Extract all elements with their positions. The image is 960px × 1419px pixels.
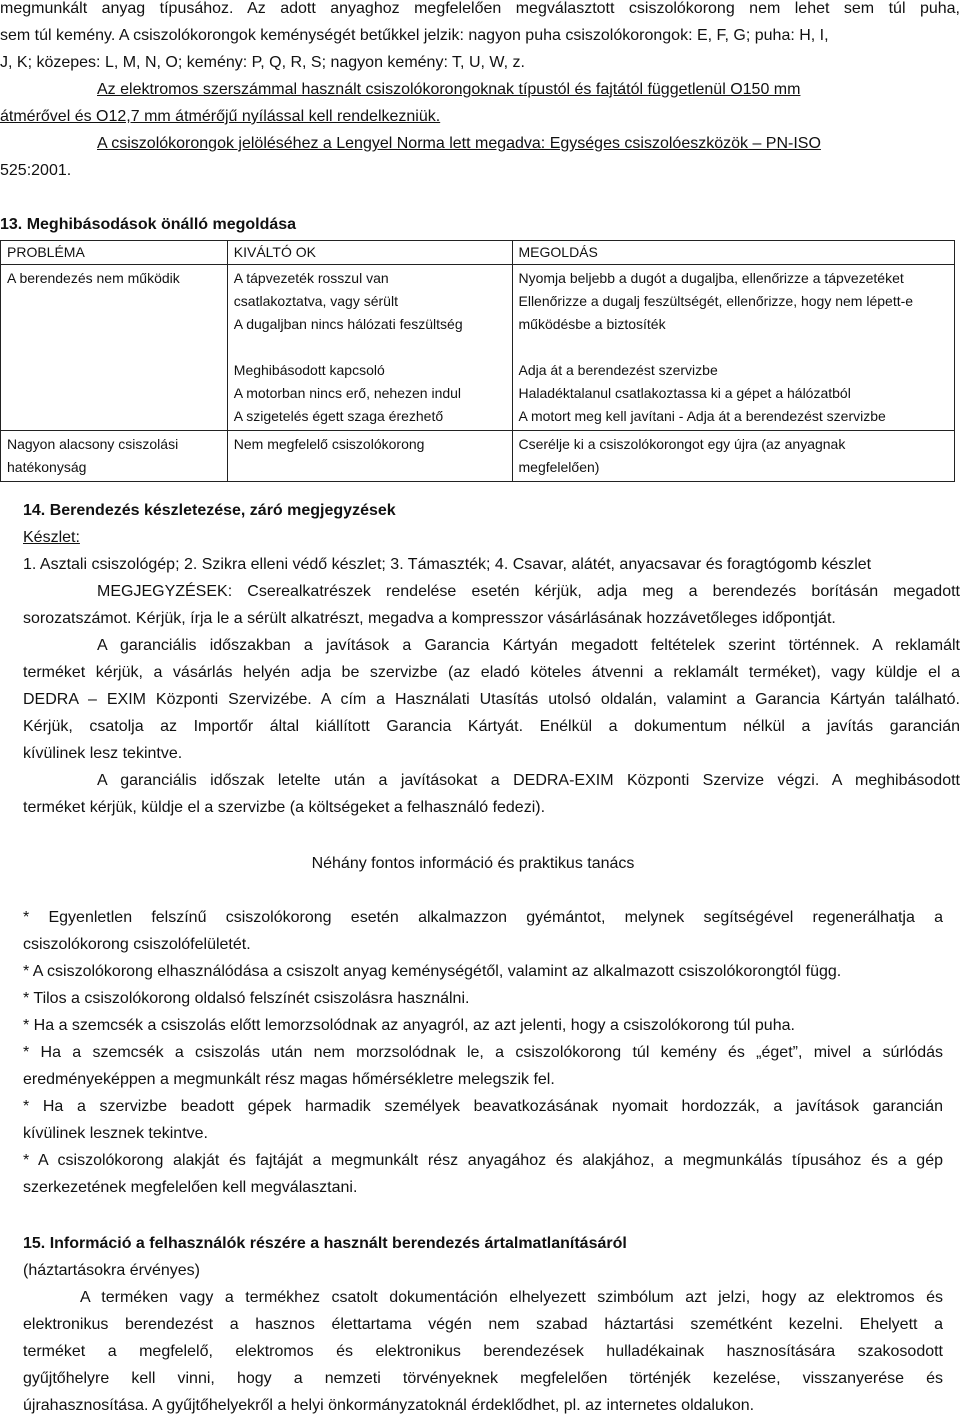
table-header-row	[1, 241, 955, 265]
solution-cell	[512, 265, 955, 431]
text-line: Kérjük, csatolja az Importőr által kiállított Garancia Kártyát. Enélkül a dokumentum nélkül a javítás garancián	[23, 718, 960, 735]
tip-line: szerkezetének megfelelően kell megválasztani.	[23, 1179, 358, 1196]
text-line: elektronikus berendezést a hasznos élettartama végén nem szabad háztartási szemétként kezelni. Ehelyett a	[23, 1316, 943, 1333]
tip-line: * A csiszolókorong alakját és fajtáját a megmunkált rész anyagához és alakjához, a megmunkálás típusához és a gép	[23, 1152, 943, 1169]
tips-heading: Néhány fontos információ és praktikus tanács	[311, 855, 635, 872]
norm-note	[0, 130, 960, 184]
table-row	[1, 265, 955, 431]
text-line: újrahasznosítása. A gyűjtőhelyekről a helyi önkormányzatoknál érdeklődhet, pl. az internetes oldalukon.	[23, 1397, 755, 1414]
text-line	[0, 130, 960, 157]
cell-line: megfelelően)	[518, 459, 600, 475]
problem-cell	[1, 265, 228, 431]
text-line: gyűjtőhelyre kell vinni, hogy a nemzeti törvényeknek megfelelően történjék kezelése, visszanyerése és	[23, 1370, 943, 1387]
tip-line: * Ha a szemcsék a csiszolás előtt lemorzsolódnak az anyagról, az azt jelenti, hogy a csiszolókorong túl puha.	[23, 1017, 795, 1034]
text-line: A garanciális időszakban a javítások a Garancia Kártyán megadott feltételek szerint történnek. A reklamált	[97, 637, 960, 654]
tip-line: * Ha a szemcsék a csiszolás után nem morzsolódnak le, a csiszolókorong túl kemény és „éget”, mivel a súrlódás	[23, 1044, 943, 1061]
text-line: J, K; közepes: L, M, N, O; kemény: P, Q, R, S; nagyon kemény: T, U, W, z.	[0, 54, 525, 71]
cell-line: Nem megfelelő csiszolókorong	[233, 436, 425, 452]
text-line: terméket a megfelelő, elektromos és elektronikus berendezések hulladékainak hasznosítására szakosodott	[23, 1343, 943, 1360]
norm-text: A csiszolókorongok jelöléséhez a Lengyel Norma lett megadva: Egységes csiszolóeszközök – PN-ISO	[97, 135, 821, 152]
intro-paragraph	[0, 0, 960, 76]
section-14	[23, 497, 960, 821]
kit-list: 1. Asztali csiszológép; 2. Szikra elleni védő készlet; 3. Támaszték; 4. Csavar, alátét, anyacsavar és foragtógomb készlet	[23, 556, 872, 573]
text-line: A garanciális időszak letelte után a javításokat a DEDRA-EXIM Központi Szervize végzi. A meghibásodott	[97, 772, 960, 789]
cell-line: A motorban nincs erő, nehezen indul	[233, 385, 462, 401]
cell-line: Adja át a berendezést szervizbe	[518, 362, 718, 378]
cell-line: A szigetelés égett szaga érezhető	[233, 408, 444, 424]
section-15-subtitle: (háztartásokra érvényes)	[23, 1262, 200, 1279]
cell-line: Meghibásodott kapcsoló	[233, 362, 385, 378]
text-line: terméket kérjük, küldje el a szervizbe (a költségeket a felhasználó fedezi).	[23, 799, 546, 816]
cell-line: Nagyon alacsony csiszolási	[7, 436, 179, 452]
text-line: Az elektromos szerszámmal használt csiszolókorongoknak típustól és fajtától függetlenül O150 mm	[97, 81, 801, 98]
cell-line: működésbe a biztosíték	[518, 316, 666, 332]
text-line: MEGJEGYZÉSEK: Cserealkatrészek rendelése esetén kérjük, adja meg a berendezés borításán megadott	[97, 583, 960, 600]
cause-cell	[227, 265, 512, 431]
text-line: sem túl kemény. A csiszolókorongok keménységét betűkkel jelzik: nagyon puha csiszolókorongok: E, F, G; puha: H, I,	[0, 27, 829, 44]
tip-line: kívülinek lesznek tekintve.	[23, 1125, 208, 1142]
tip-line: * Tilos a csiszolókorong oldalsó felszínét csiszolásra használni.	[23, 990, 470, 1007]
cause-cell	[227, 431, 512, 482]
cell-line: A motort meg kell javítani - Adja át a berendezést szervizbe	[518, 408, 886, 424]
tips-list	[23, 904, 943, 1201]
cell-line: Cserélje ki a csiszolókorongot egy újra (az anyagnak	[518, 436, 846, 452]
dimension-note	[0, 76, 960, 130]
header-cause: KIVÁLTÓ OK	[227, 241, 512, 265]
text-line: DEDRA – EXIM Központi Szervizébe. A cím a Használati Utasítás utolsó oldalán, valamint a Garancia Kártyán található.	[23, 691, 960, 708]
tip-line: csiszolókorong csiszolófelületét.	[23, 936, 251, 953]
cell-line: hatékonyság	[7, 459, 87, 475]
cell-line: csatlakoztatva, vagy sérült	[233, 293, 398, 309]
tip-line: * Ha a szervizbe beadott gépek harmadik személyek beavatkozásának nyomait hordozzák, a javítások garancián	[23, 1098, 943, 1115]
section-15-title: 15. Információ a felhasználók részére a használt berendezés ártalmatlanításáról	[23, 1235, 627, 1252]
tip-line: eredményeképpen a megmunkált rész magas hőmérsékletre melegszik fel.	[23, 1071, 555, 1088]
header-problem: PROBLÉMA	[1, 241, 228, 265]
cell-line: A tápvezeték rosszul van	[233, 270, 389, 286]
text-line: terméket kérjük, a vásárlás helyén adja be szervizbe (az eladó köteles átvenni a reklamált terméket), vagy küldje el a	[23, 664, 960, 681]
section-15	[23, 1230, 943, 1419]
text-line: sorozatszámot. Kérjük, írja le a sérült alkatrészt, megadva a kompresszor vásárlásának hozzávetőleges időpontját.	[23, 610, 836, 627]
solution-cell	[512, 431, 955, 482]
text-line: 525:2001.	[0, 162, 72, 179]
kit-label: Készlet:	[23, 529, 80, 546]
cell-spacer	[234, 336, 506, 359]
text-line: megmunkált anyag típusához. Az adott anyaghoz megfelelően megválasztott csiszolókorong nem lehet sem túl puha,	[0, 0, 960, 17]
problem-cell	[1, 431, 228, 482]
cell-spacer	[519, 336, 949, 359]
text-line: átmérővel és O12,7 mm átmérőjű nyílással kell rendelkezniük.	[0, 108, 441, 125]
section-13-title: 13. Meghibásodások önálló megoldása	[0, 216, 297, 233]
tip-line: * A csiszolókorong elhasználódása a csiszolt anyag keménységétől, valamint az alkalmazott csiszolókorongtól függ.	[23, 963, 842, 980]
cell-line: A dugaljban nincs hálózati feszültség	[233, 316, 463, 332]
cell-line: A berendezés nem működik	[7, 270, 180, 286]
tip-line: * Egyenletlen felszínű csiszolókorong esetén alkalmazzon gyémántot, melynek segítségével regenerálhatja a	[23, 909, 943, 926]
text-line: kívülinek lesz tekintve.	[23, 745, 183, 762]
text-line: A terméken vagy a termékhez csatolt dokumentáción elhelyezett szimbólum azt jelzi, hogy az elektromos és	[80, 1289, 943, 1306]
header-solution: MEGOLDÁS	[512, 241, 955, 265]
troubleshooting-table	[0, 240, 955, 482]
section-14-title: 14. Berendezés készletezése, záró megjegyzések	[23, 502, 396, 519]
cell-line: Nyomja beljebb a dugót a dugaljba, ellenőrizze a tápvezetéket	[518, 270, 904, 286]
cell-line: Haladéktalanul csatlakoztassa ki a gépet a hálózatból	[518, 385, 851, 401]
table-row	[1, 431, 955, 482]
cell-line: Ellenőrizze a dugalj feszültségét, ellenőrizze, hogy nem lépett-e	[518, 293, 914, 309]
